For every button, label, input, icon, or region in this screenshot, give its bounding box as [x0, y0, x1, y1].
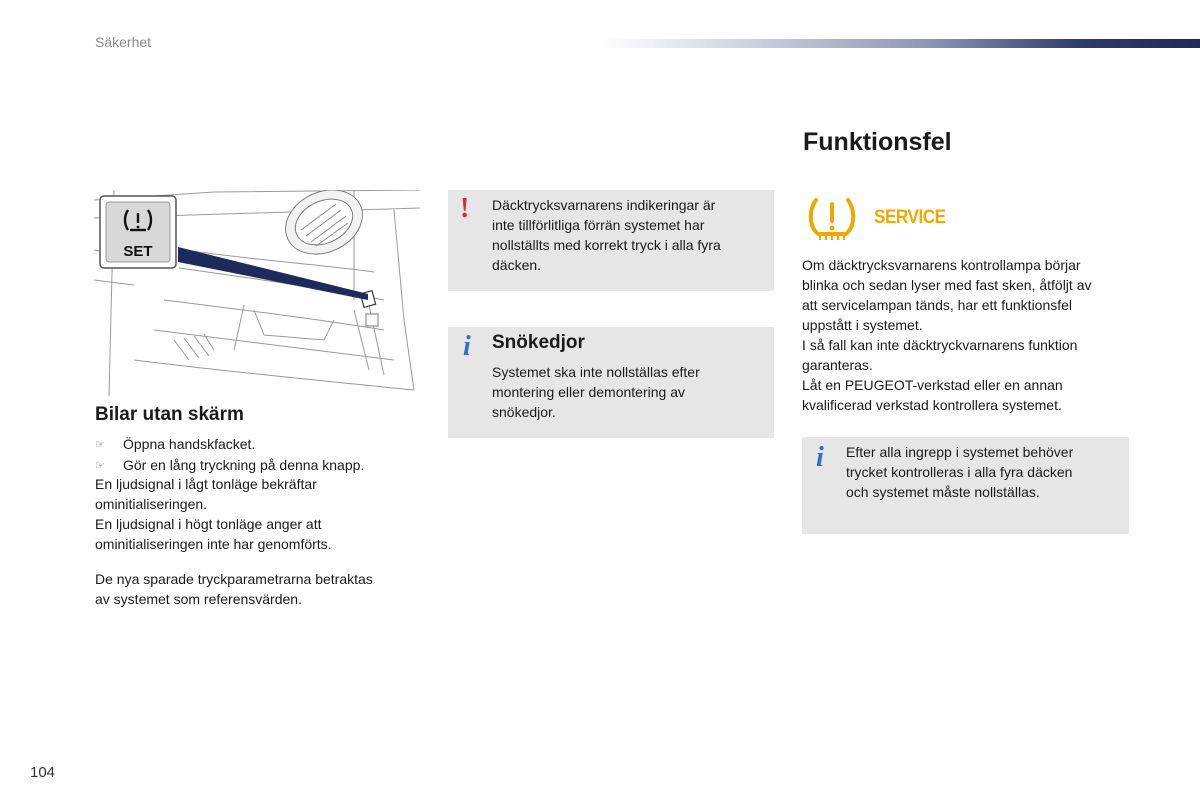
text-line: Låt en PEUGEOT-verkstad eller en annan — [802, 377, 1063, 393]
paragraph-signal — [95, 474, 415, 554]
text-line: Om däcktrycksvarnarens kontrollampa börjar — [802, 257, 1081, 273]
text-line: däcken. — [492, 257, 542, 273]
text-line: blinka och sedan lyser med fast sken, åtföljt av — [802, 277, 1092, 293]
text-line: trycket kontrolleras i alla fyra däcken — [846, 464, 1073, 480]
text-line: De nya sparade tryckparametrarna betraktas — [95, 571, 373, 587]
list-item — [95, 434, 415, 455]
text-line: ominitialiseringen. — [95, 496, 208, 512]
service-label: SERVICE — [874, 207, 946, 228]
text-line: En ljudsignal i lågt tonläge bekräftar — [95, 476, 317, 492]
snow-chains-title: Snökedjor — [492, 332, 585, 353]
list-item-text: Gör en lång tryckning på denna knapp. — [123, 457, 365, 473]
text-line: Systemet ska inte nollställas efter — [492, 364, 700, 380]
text-line: Efter alla ingrepp i systemet behöver — [846, 444, 1074, 460]
info-icon: i — [463, 331, 471, 362]
snow-chains-text — [492, 362, 762, 422]
text-line: garanteras. — [802, 357, 873, 373]
glovebox-drawing — [94, 190, 420, 396]
text-line: En ljudsignal i högt tonläge anger att — [95, 516, 322, 532]
text-line: och systemet måste nollställas. — [846, 484, 1040, 500]
info-text — [846, 442, 1116, 502]
text-line: montering eller demontering av — [492, 384, 685, 400]
info-icon: i — [816, 442, 824, 473]
warning-icon: ! — [460, 193, 470, 224]
page-number: 104 — [30, 764, 56, 781]
header-bar — [600, 39, 1200, 48]
paragraph-reference — [95, 569, 415, 609]
malfunction-text — [802, 255, 1122, 415]
text-line: inte tillförlitliga förrän systemet har — [492, 217, 705, 233]
pointer-icon: ☞ — [95, 439, 105, 451]
text-line: ominitialiseringen inte har genomförts. — [95, 536, 332, 552]
text-line: snökedjor. — [492, 404, 556, 420]
text-line: kvalificerad verkstad kontrollera systemet. — [802, 397, 1062, 413]
malfunction-title: Funktionsfel — [803, 128, 952, 156]
text-line: nollställts med korrekt tryck i alla fyra — [492, 237, 721, 253]
tyre-pressure-warning-icon — [806, 196, 858, 242]
text-line: I så fall kan inte däcktryckvarnarens funktion — [802, 337, 1078, 353]
warning-text — [492, 195, 762, 275]
set-button-label: SET — [123, 243, 153, 260]
text-line: Däcktrycksvarnarens indikeringar är — [492, 197, 716, 213]
subheading: Bilar utan skärm — [95, 404, 244, 425]
list-item-text: Öppna handskfacket. — [123, 436, 256, 452]
pointer-icon: ☞ — [95, 460, 105, 472]
glovebox-illustration — [94, 190, 420, 396]
text-line: uppstått i systemet. — [802, 317, 923, 333]
list-item — [95, 455, 415, 476]
text-line: att servicelampan tänds, har ett funktionsfel — [802, 297, 1073, 313]
section-label: Säkerhet — [95, 34, 152, 50]
text-line: av systemet som referensvärden. — [95, 591, 302, 607]
instruction-list — [95, 434, 415, 476]
